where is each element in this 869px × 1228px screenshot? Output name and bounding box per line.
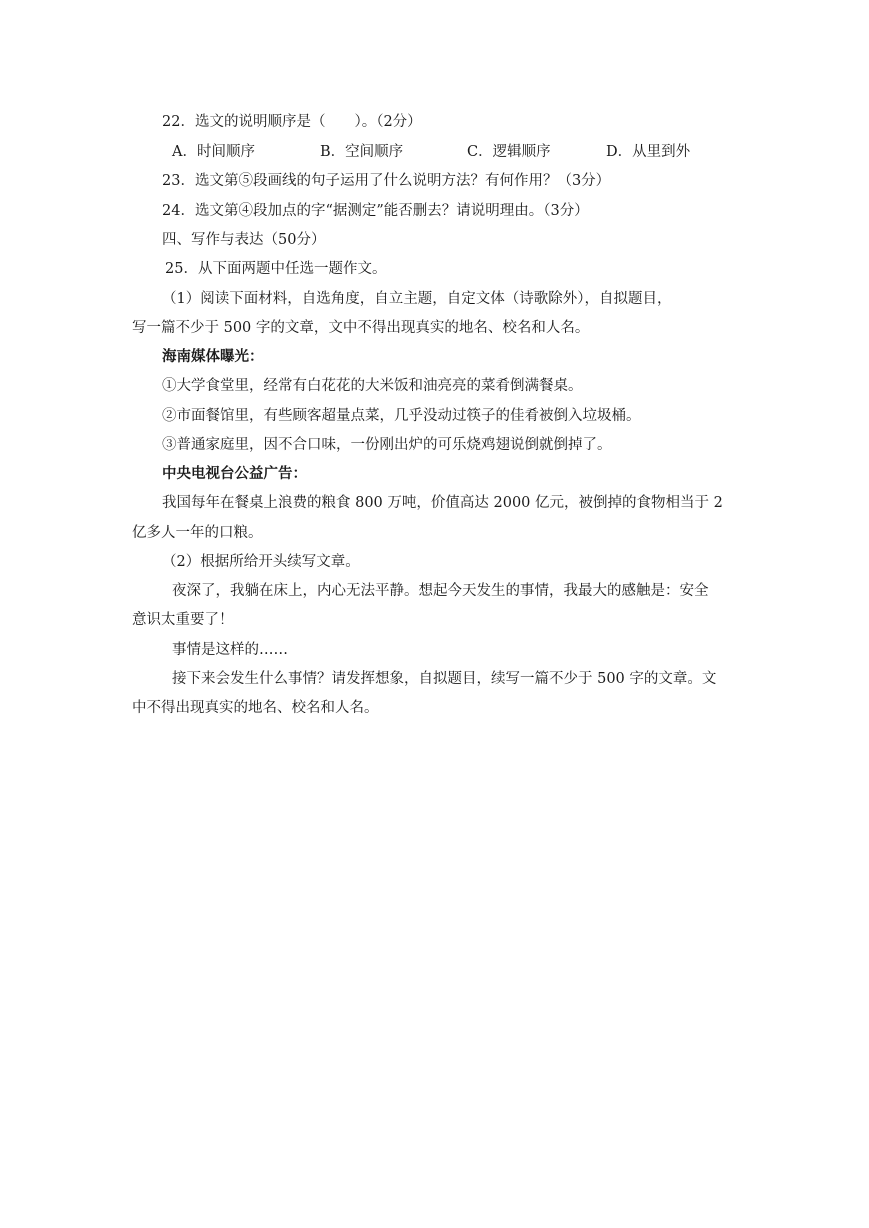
cctv-ad-line-1: 我国每年在餐桌上浪费的粮食 800 万吨，价值高达 2000 亿元，被倒掉的食物相当于 2 [162,495,723,511]
question-24: 24．选文第④段加点的字“据测定”能否删去？请说明理由。（3分） [162,203,589,219]
hainan-item-3: ③普通家庭里，因不合口味，一份刚出炉的可乐烧鸡翅说倒就倒掉了。 [162,437,612,453]
prompt-2-line-5: 中不得出现真实的地名、校名和人名。 [132,700,379,716]
section-4-heading: 四、写作与表达（50分） [162,232,326,248]
q22-option-a: A．时间顺序 [172,144,255,160]
q22-option-d: D．从里到外 [606,144,691,160]
cctv-ad-line-2: 亿多人一年的口粮。 [132,525,263,541]
prompt-2-title: （2）根据所给开头续写文章。 [162,554,360,570]
q22-option-b: B．空间顺序 [320,144,404,160]
hainan-media-title: 海南媒体曝光： [162,348,264,365]
prompt-2-line-2: 意识太重要了！ [132,612,234,628]
hainan-item-2: ②市面餐馆里，有些顾客超量点菜，几乎没动过筷子的佳肴被倒入垃圾桶。 [162,408,641,424]
question-23: 23．选文第⑤段画线的句子运用了什么说明方法？有何作用？（3分） [162,173,611,189]
question-25: 25．从下面两题中任选一题作文。 [165,261,387,277]
prompt-1-line-1: （1）阅读下面材料，自选角度，自立主题，自定文体（诗歌除外），自拟题目， [162,291,672,307]
prompt-2-line-4: 接下来会发生什么事情？请发挥想象，自拟题目，续写一篇不少于 500 字的文章。文 [172,671,717,687]
prompt-2-line-1: 夜深了，我躺在床上，内心无法平静。想起今天发生的事情，我最大的感触是：安全 [172,583,709,599]
prompt-1-line-2: 写一篇不少于 500 字的文章，文中不得出现真实的地名、校名和人名。 [132,320,590,336]
question-22: 22．选文的说明顺序是（ ）。（2分） [162,114,422,130]
cctv-ad-title: 中央电视台公益广告： [162,465,307,482]
prompt-2-line-3: 事情是这样的…… [172,642,288,658]
q22-option-c: C．逻辑顺序 [467,144,551,160]
hainan-item-1: ①大学食堂里，经常有白花花的大米饭和油亮亮的菜肴倒满餐桌。 [162,378,583,394]
